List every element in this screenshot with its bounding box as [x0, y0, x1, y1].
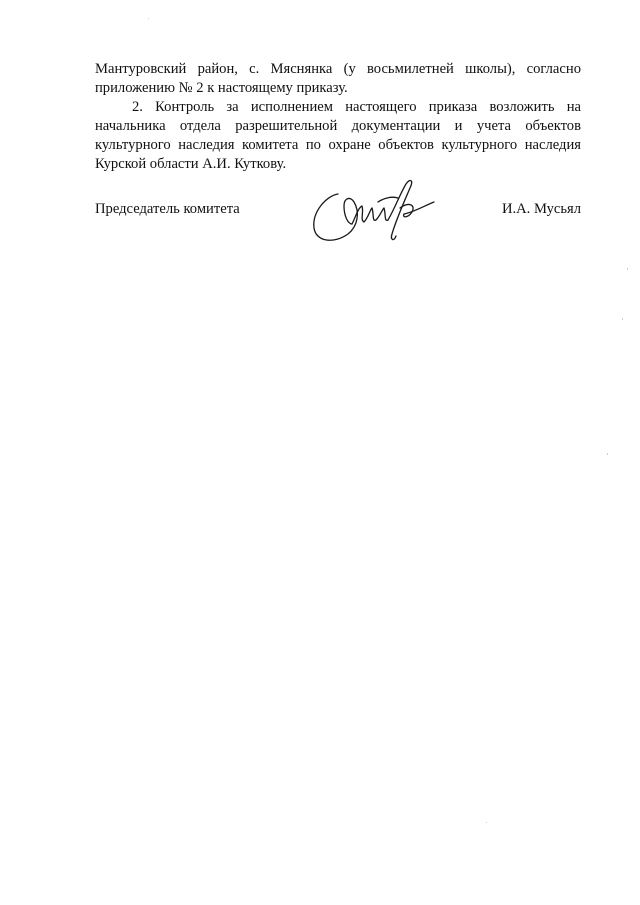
handwritten-signature: [308, 172, 438, 250]
scan-artifact: [148, 18, 149, 19]
scan-artifact: [486, 822, 487, 823]
scan-artifact: [622, 318, 623, 320]
signer-name: И.А. Мусьял: [501, 201, 581, 217]
scan-artifact: [627, 268, 628, 270]
paragraph-control-clause: 2. Контроль за исполнением настоящего приказа возложить на начальника отдела разрешительной документации и учета объектов культурного наследия комитета по охране объектов культурного наследия Курской области А.И. Куткову.: [95, 99, 581, 172]
paragraph-continuation: Мантуровский район, с. Мяснянка (у восьмилетней школы), согласно приложению № 2 к настоящему приказу.: [95, 61, 581, 96]
signer-position: Председатель комитета: [95, 201, 240, 217]
document-body: [95, 60, 581, 174]
scan-artifact: [607, 453, 608, 455]
